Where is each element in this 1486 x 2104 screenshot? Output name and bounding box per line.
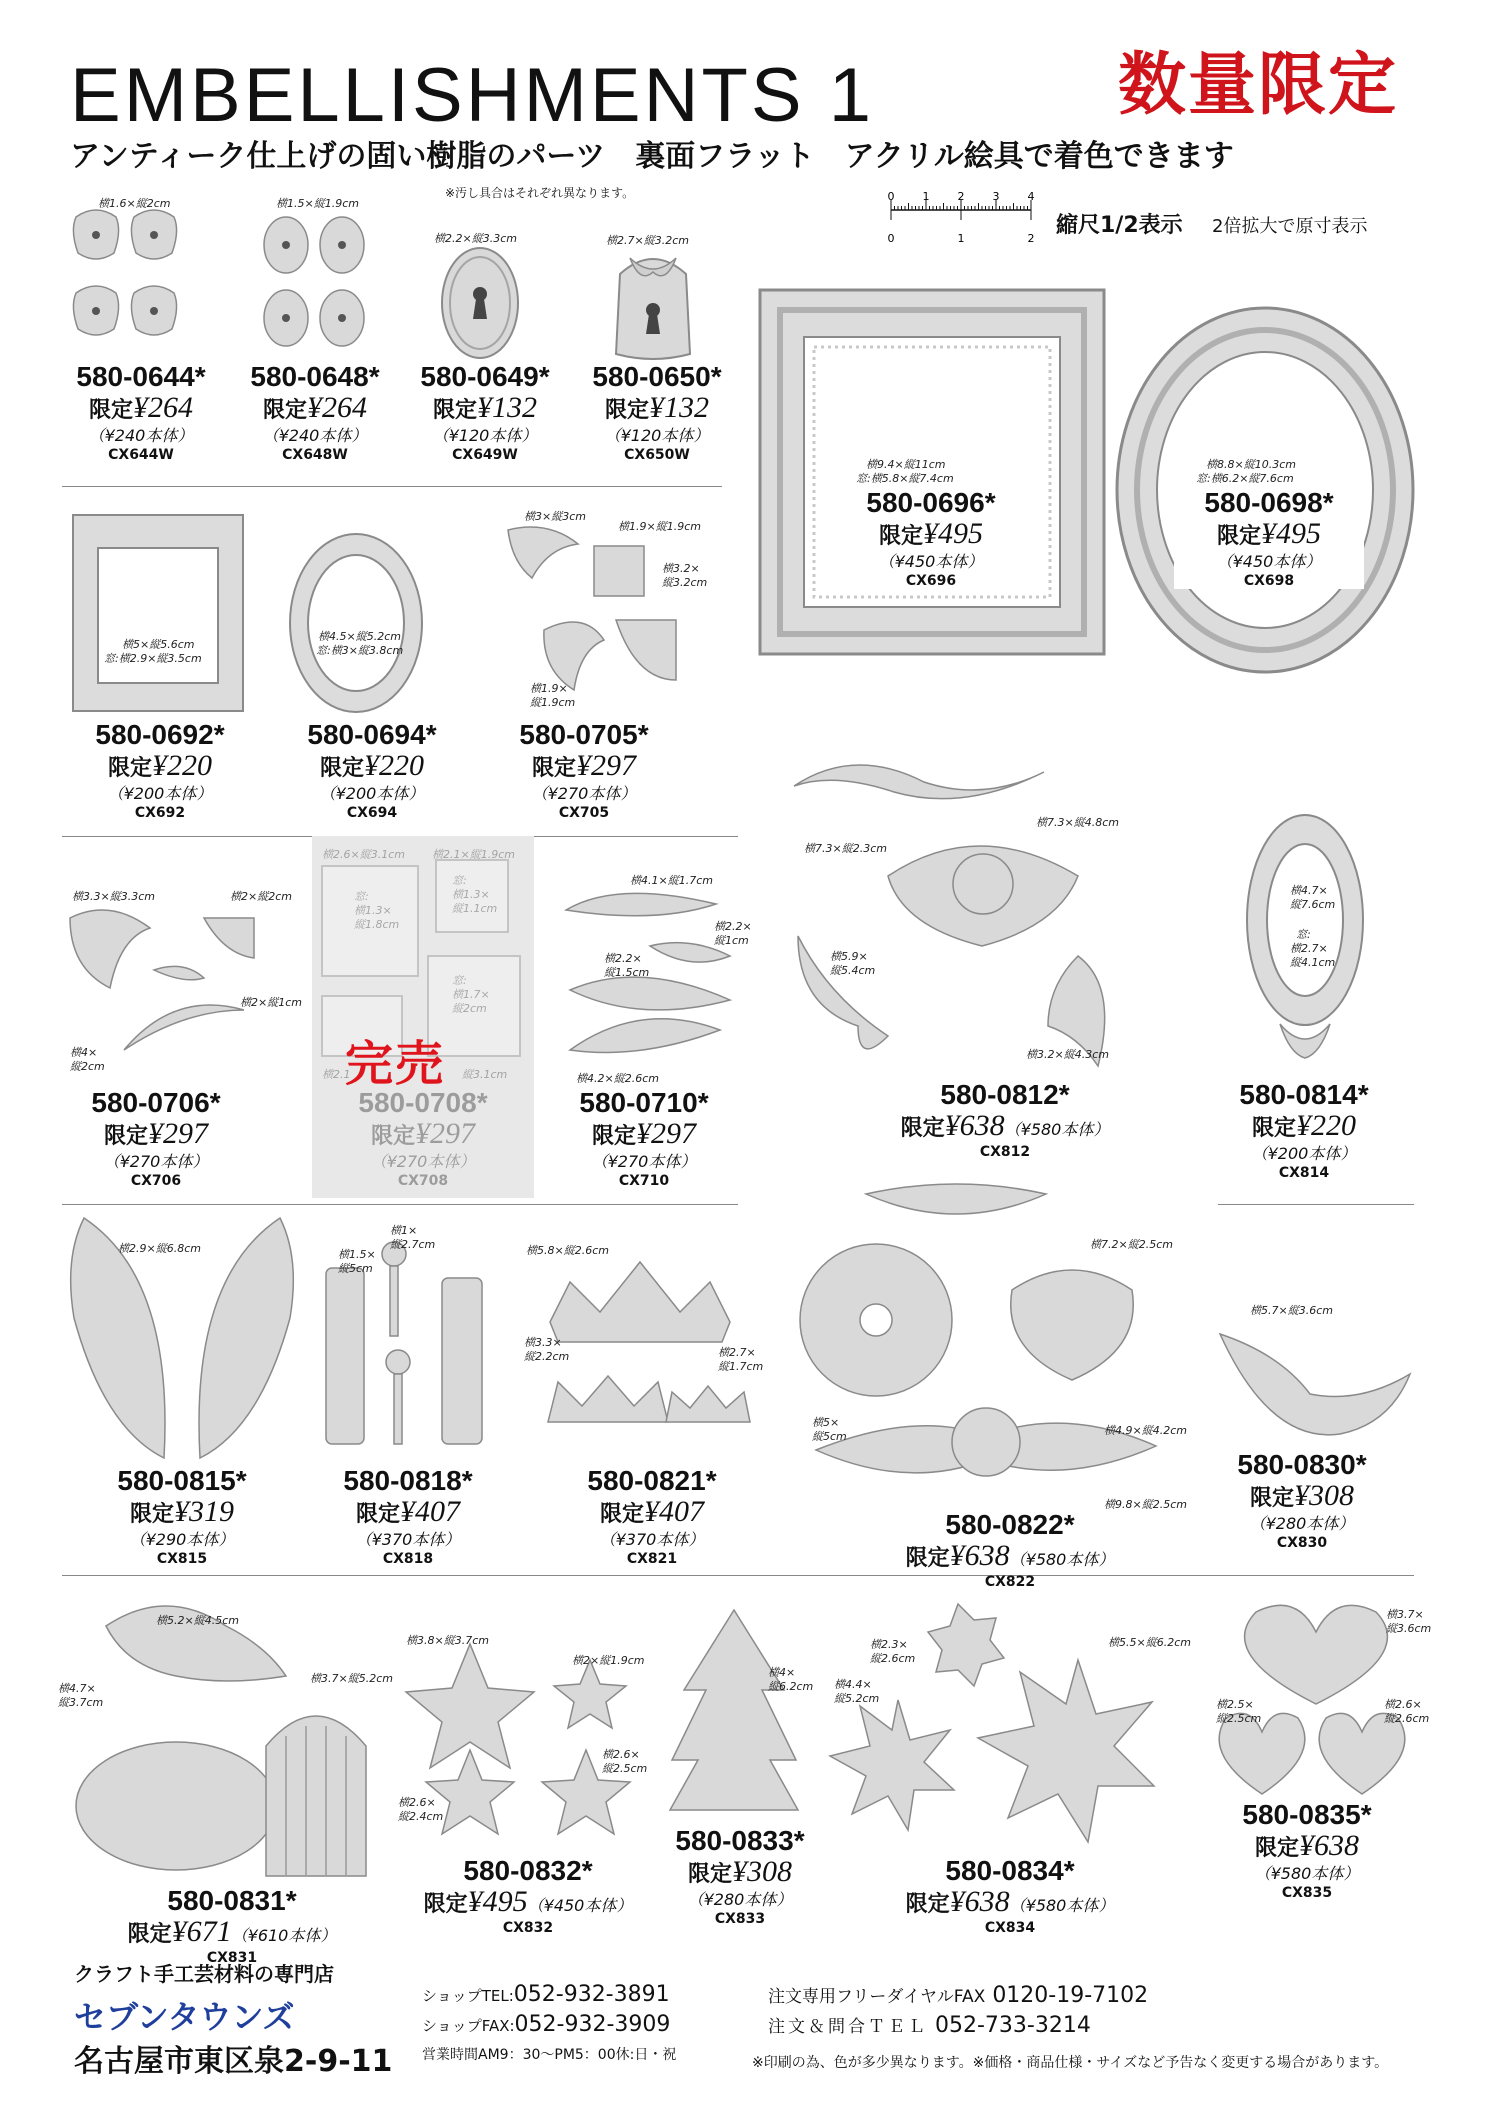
product-580-0694 [282,720,462,821]
dimension-label: 横2.2× [604,952,642,965]
product-580-0644 [56,362,226,463]
dimension-label: 横4× [70,1046,98,1059]
shop-fax: ショップFAX:052-932-3909 [422,2012,671,2037]
dimension-label: 横4× [768,1666,796,1679]
dimension-label: 横3.7× [1386,1608,1424,1621]
dimension-label: 横1.6×縦2cm [98,197,171,210]
product-580-0650 [572,362,742,463]
product-580-0698 [1174,488,1364,589]
product-580-0830 [1212,1450,1392,1551]
product-tax-note: （¥280本体） [1249,1513,1355,1533]
divider [1218,1204,1414,1205]
product-code: 580-0831* [167,1885,297,1916]
dimension-label: 縦2.7cm [390,1238,436,1251]
product-tax-note: （¥270本体） [103,1151,209,1171]
dimension-label: 横2×縦1.9cm [572,1654,645,1667]
product-tax-note: （¥200本体） [107,783,213,803]
product-price: 限定¥220 [319,749,424,783]
dimension-label: 縦1.1cm [452,902,498,915]
product-price: 限定¥308 [1249,1479,1354,1513]
dimension-label: 横2×縦1cm [240,996,302,1009]
product-price: 限定¥495 [1216,517,1321,551]
product-code: 580-0696* [866,487,996,518]
keyhole-bow-image [608,244,698,362]
dimension-label: 横2.3× [870,1638,908,1651]
product-580-0696 [836,488,1026,589]
product-sku: CX710 [618,1172,670,1189]
product-580-0692 [70,720,250,821]
product-sku: CX705 [558,804,610,821]
product-580-0821 [562,1466,742,1567]
dimension-label: 縦5cm [338,1262,373,1275]
product-580-0831 [92,1886,372,1967]
dimension-label: 横9.4×縦11cm [866,458,946,471]
dimension-label: 横1.3× [452,888,490,901]
dimension-label: 縦2cm [70,1060,105,1073]
dimension-label: 縦1.9cm [530,696,576,709]
order-fax: 注文専用フリーダイヤルFAX 0120-19-7102 [768,1983,1149,2008]
product-tax-note: （¥580本体） [1009,1896,1115,1916]
product-580-0814 [1214,1080,1394,1181]
shop-tel: ショップTEL:052-932-3891 [422,1982,670,2007]
ruler-bottom-label: 2 [1027,232,1035,245]
dimension-label: 横3.2× [662,562,700,575]
page-title: EMBELLISHMENTS 1 [70,53,874,138]
product-sku: CX650W [624,446,690,463]
dimension-label: 横1.9× [530,682,568,695]
flower-set-image [796,1180,1196,1510]
product-price: 限定¥638 [1254,1829,1359,1863]
dimension-label: 横1.5×縦1.9cm [276,197,359,210]
bird-nest-cage-image [66,1586,406,1886]
dimension-label: 横2.6× [602,1748,640,1761]
product-sku: CX708 [397,1172,449,1189]
dimension-label: 窓:横2.9×縦3.5cm [104,652,202,665]
product-tax-note: （¥280本体） [687,1889,793,1909]
product-tax-note: （¥370本体） [599,1529,705,1549]
scroll-corner-image [64,900,314,1080]
product-code: 580-0815* [117,1465,247,1496]
dimension-label: 横1.9×縦1.9cm [618,520,701,533]
product-price: 限定¥297 [591,1117,696,1151]
dimension-label: 縦2.6cm [1384,1712,1430,1725]
dirt-note: ※汚し具合はそれぞれ異なります。 [445,186,635,200]
dimension-label: 横2.6× [398,1796,436,1809]
dimension-label: 窓:横6.2×縦7.6cm [1196,472,1294,485]
dimension-label: 縦5cm [812,1430,847,1443]
product-price: 限定¥495（¥450本体） [423,1885,633,1919]
dimension-label: 横5×縦5.6cm [122,638,195,651]
divider [62,1204,738,1205]
product-580-0822 [870,1510,1150,1591]
scale-note: 2倍拡大で原寸表示 [1212,216,1368,237]
product-580-0815 [92,1466,272,1567]
ruler-top-label: 3 [992,190,1000,203]
product-price: 限定¥319 [129,1495,234,1529]
product-price: 限定¥407 [599,1495,704,1529]
dimension-label: 横4.7× [58,1682,96,1695]
product-tax-note: （¥270本体） [591,1151,697,1171]
dimension-label: 縦4.1cm [1290,956,1336,969]
dimension-label: 横7.3×縦2.3cm [804,842,887,855]
dimension-label: 横5.7×縦3.6cm [1250,1304,1333,1317]
product-sku: CX698 [1243,572,1295,589]
dimension-label: 窓: [354,890,369,903]
product-price: 限定¥220 [1251,1109,1356,1143]
product-tax-note: （¥240本体） [88,425,194,445]
dimension-label: 縦3.7cm [58,1696,104,1709]
product-price: 限定¥132 [604,391,709,425]
dimension-label: 横1.3× [354,904,392,917]
dimension-label: 横3.8×縦3.7cm [406,1634,489,1647]
product-sku: CX644W [108,446,174,463]
dimension-label: 縦3.1cm [462,1068,508,1081]
dimension-label: 横8.8×縦10.3cm [1206,458,1296,471]
dimension-label: 縦6.2cm [768,1680,814,1693]
product-sku: CX832 [502,1919,554,1936]
product-580-0835 [1212,1800,1402,1901]
product-sku: CX694 [346,804,398,821]
dimension-label: 縦7.6cm [1290,898,1336,911]
dimension-label: 横1× [390,1224,418,1237]
divider [62,486,722,487]
product-price: 限定¥407 [355,1495,460,1529]
product-tax-note: （¥450本体） [878,551,984,571]
product-code: 580-0694* [307,719,437,750]
product-tax-note: （¥200本体） [319,783,425,803]
dimension-label: 縦5.2cm [834,1692,880,1705]
product-price: 限定¥297 [531,749,636,783]
product-tax-note: （¥270本体） [531,783,637,803]
dimension-label: 窓:横5.8×縦7.4cm [856,472,954,485]
product-tax-note: （¥120本体） [432,425,538,445]
dimension-label: 横3.3×縦3.3cm [72,890,155,903]
product-code: 580-0710* [579,1087,709,1118]
shop-name: セブンタウンズ [74,1998,295,2036]
product-sku: CX696 [905,572,957,589]
product-580-0818 [318,1466,498,1567]
oval-frame-image [286,530,426,716]
dimension-label: 窓: [452,974,467,987]
dimension-label: 横3.2×縦4.3cm [1026,1048,1109,1061]
rect-frame-image [68,510,248,716]
dimension-label: 縦5.4cm [830,964,876,977]
dimension-label: 横4.2×縦2.6cm [576,1072,659,1085]
product-price: 限定¥671（¥610本体） [127,1915,337,1949]
dimension-label: 縦1.7cm [718,1360,764,1373]
dimension-label: 横4.4× [834,1678,872,1691]
dimension-label: 横4.5×縦5.2cm [318,630,401,643]
product-580-0833 [650,1826,830,1927]
product-code: 580-0830* [1237,1449,1367,1480]
product-sku: CX706 [130,1172,182,1189]
dimension-label: 縦1.8cm [354,918,400,931]
ruler-top-label: 1 [922,190,930,203]
shop-specialty: クラフト手工芸材料の専門店 [74,1962,334,1986]
product-sku: CX833 [714,1910,766,1927]
dimension-label: 横2.5× [1216,1698,1254,1711]
dimension-label: 横7.2×縦2.5cm [1090,1238,1173,1251]
dimension-label: 横2.2×縦3.3cm [434,232,517,245]
product-580-0648 [230,362,400,463]
dimension-label: 縦2.5cm [602,1762,648,1775]
dimension-label: 横5.2×縦4.5cm [156,1614,239,1627]
scale-ruler [886,188,1036,246]
christmas-tree-image [664,1604,804,1824]
dimension-label: 横5.9× [830,950,868,963]
product-sku: CX818 [382,1550,434,1567]
product-code: 580-0705* [519,719,649,750]
product-tax-note: （¥270本体） [370,1151,476,1171]
product-code: 580-0833* [675,1825,805,1856]
product-sku: CX821 [626,1550,678,1567]
product-price: 限定¥297 [103,1117,208,1151]
product-580-0708 [330,1088,516,1189]
product-code: 580-0818* [343,1465,473,1496]
dimension-label: 横2×縦2cm [230,890,292,903]
dimension-label: 横7.3×縦4.8cm [1036,816,1119,829]
product-580-0834 [870,1856,1150,1937]
product-sku: CX814 [1278,1164,1330,1181]
product-code: 580-0821* [587,1465,717,1496]
dimension-label: 横4.1×縦1.7cm [630,874,713,887]
subtitle: アンティーク仕上げの固い樹脂のパーツ 裏面フラット アクリル絵具で着色できます [70,139,1234,174]
scroll-ornaments-image [560,880,740,1070]
product-price: 限定¥308 [687,1855,792,1889]
footnote: ※印刷の為、色が多少異なります。※価格・商品仕様・サイズなど予告なく変更する場合があります。 [752,2055,1389,2071]
product-580-0710 [554,1088,734,1189]
dimension-label: 横9.8×縦2.5cm [1104,1498,1187,1511]
product-code: 580-0834* [945,1855,1075,1886]
product-code: 580-0814* [1239,1079,1369,1110]
dimension-label: 横1.7× [452,988,490,1001]
ruler-bottom-label: 1 [957,232,965,245]
product-tax-note: （¥200本体） [1251,1143,1357,1163]
divider [62,1575,1414,1576]
product-tax-note: （¥580本体） [1004,1120,1110,1140]
dimension-label: 縦1.5cm [604,966,650,979]
drawer-pull-set-image [778,756,1168,1096]
product-tax-note: （¥610本体） [231,1926,337,1946]
product-sku: CX835 [1281,1884,1333,1901]
shop-address: 名古屋市東区泉2-9-11 [74,2044,393,2079]
dimension-label: 縦2cm [452,1002,487,1015]
product-tax-note: （¥290本体） [129,1529,235,1549]
product-sku: CX815 [156,1550,208,1567]
product-580-0812 [870,1080,1140,1161]
keyhole-oval-image [438,244,522,362]
product-tax-note: （¥450本体） [1216,551,1322,571]
keyhole-plate-image [66,205,186,355]
product-code: 580-0649* [420,361,550,392]
soldout-label: 完売 [345,1036,446,1092]
product-price: 限定¥264 [88,391,193,425]
product-code: 580-0706* [91,1087,221,1118]
dimension-label: 縦3.6cm [1386,1622,1432,1635]
dimension-label: 縦1cm [714,934,749,947]
product-tax-note: （¥370本体） [355,1529,461,1549]
product-code: 580-0812* [940,1079,1070,1110]
scale-label: 縮尺1/2表示 [1056,213,1183,238]
product-sku: CX812 [979,1143,1031,1160]
product-price: 限定¥220 [107,749,212,783]
product-sku: CX834 [984,1919,1036,1936]
dimension-label: 横2.6×縦3.1cm [322,848,405,861]
product-code: 580-0832* [463,1855,593,1886]
dimension-label: 横4.7× [1290,884,1328,897]
product-code: 580-0822* [945,1509,1075,1540]
dimension-label: 横4.9×縦4.2cm [1104,1424,1187,1437]
ruler-top-label: 0 [887,190,895,203]
product-code: 580-0835* [1242,1799,1372,1830]
dimension-label: 縦2.4cm [398,1810,444,1823]
dimension-label: 窓: [452,874,467,887]
product-580-0706 [66,1088,246,1189]
product-tax-note: （¥120本体） [604,425,710,445]
ruler-bottom-label: 0 [887,232,895,245]
dimension-label: 横5.5×縦6.2cm [1108,1636,1191,1649]
dimension-label: 横2.7× [718,1346,756,1359]
dimension-label: 縦2.5cm [1216,1712,1262,1725]
product-580-0832 [398,1856,658,1937]
product-price: 限定¥132 [432,391,537,425]
product-sku: CX648W [282,446,348,463]
dimension-label: 横2.2× [714,920,752,933]
dimension-label: 横2.1 [322,1068,351,1081]
keyhole-plate-image [254,210,374,360]
dimension-label: 横2.7× [1290,942,1328,955]
dimension-label: 横2.9×縦6.8cm [118,1242,201,1255]
business-hours: 営業時間AM9：30〜PM5：00休:日・祝 [422,2047,677,2063]
dimension-label: 横2.6× [1384,1698,1422,1711]
product-580-0649 [400,362,570,463]
product-sku: CX831 [206,1949,258,1966]
product-code: 580-0650* [592,361,722,392]
product-sku: CX692 [134,804,186,821]
dimension-label: 窓:横3×縦3.8cm [316,644,404,657]
product-sku: CX830 [1276,1534,1328,1551]
product-code: 580-0692* [95,719,225,750]
dimension-label: 横3.7×縦5.2cm [310,1672,393,1685]
product-tax-note: （¥580本体） [1009,1550,1115,1570]
product-price: 限定¥638（¥580本体） [905,1885,1115,1919]
product-sku: CX822 [984,1573,1036,1590]
swallow-image [1210,1314,1420,1444]
product-tax-note: （¥240本体） [262,425,368,445]
product-price: 限定¥297 [370,1117,475,1151]
dimension-label: 縦2.2cm [524,1350,570,1363]
product-code: 580-0708* [358,1087,488,1118]
product-tax-note: （¥450本体） [527,1896,633,1916]
dimension-label: 縦3.2cm [662,576,708,589]
ruler-top-label: 2 [957,190,965,203]
ruler-top-label: 4 [1027,190,1035,203]
product-sku: CX649W [452,446,518,463]
dimension-label: 横2.1×縦1.9cm [432,848,515,861]
dimension-label: 横5× [812,1416,840,1429]
dimension-label: 横2.7×縦3.2cm [606,234,689,247]
product-580-0705 [494,720,674,821]
product-code: 580-0698* [1204,487,1334,518]
order-tel: 注文＆問合ＴＥＬ 052-733-3214 [768,2013,1091,2038]
product-code: 580-0644* [76,361,206,392]
product-price: 限定¥495 [878,517,983,551]
product-code: 580-0648* [250,361,380,392]
dimension-label: 横1.5× [338,1248,376,1261]
product-price: 限定¥264 [262,391,367,425]
limited-quantity-label: 数量限定 [1118,46,1399,125]
product-price: 限定¥638（¥580本体） [900,1109,1110,1143]
dimension-label: 横3.3× [524,1336,562,1349]
dimension-label: 横3×縦3cm [524,510,586,523]
dimension-label: 縦2.6cm [870,1652,916,1665]
product-price: 限定¥638（¥580本体） [905,1539,1115,1573]
dimension-label: 窓: [1296,928,1311,941]
dimension-label: 横5.8×縦2.6cm [526,1244,609,1257]
product-tax-note: （¥580本体） [1254,1863,1360,1883]
